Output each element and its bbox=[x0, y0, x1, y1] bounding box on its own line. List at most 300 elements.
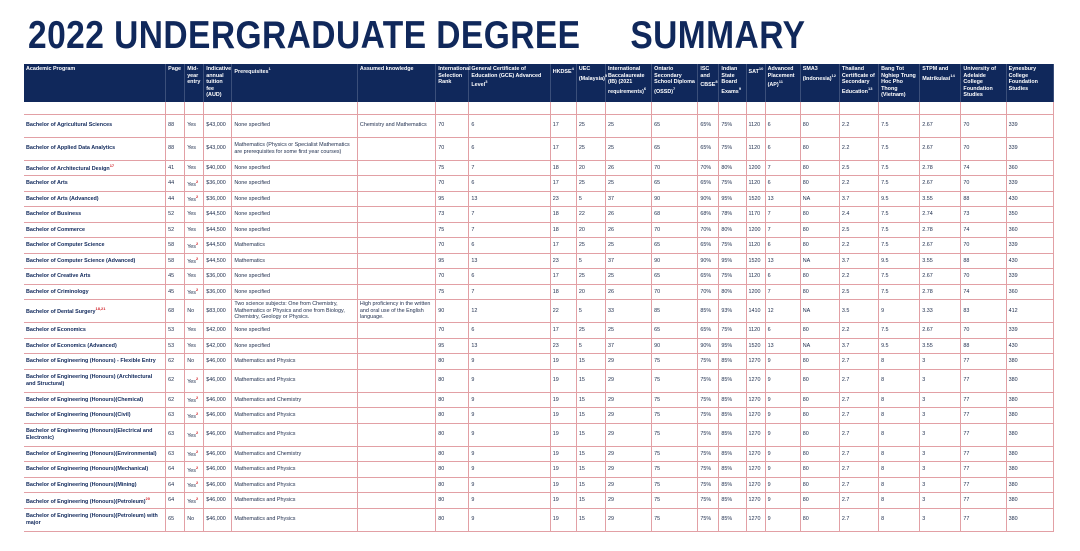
footnote-marker: 6 bbox=[643, 85, 647, 91]
requirement-cell: 18 bbox=[550, 222, 576, 238]
mid-year-entry: Yes$^2$ bbox=[185, 369, 204, 392]
mid-year-entry: No bbox=[185, 354, 204, 370]
requirement-cell: 29 bbox=[605, 392, 651, 408]
tuition-fee: $46,000 bbox=[204, 446, 232, 462]
requirement-cell: 80 bbox=[800, 137, 839, 160]
requirement-cell: 5 bbox=[576, 253, 605, 269]
tuition-fee: $46,000 bbox=[204, 369, 232, 392]
requirement-cell: 80% bbox=[719, 222, 746, 238]
footnote-marker: 2 bbox=[195, 449, 199, 455]
requirement-cell: 1270 bbox=[746, 354, 765, 370]
program-name: Bachelor of Engineering (Honours) (Architectural and Structural) bbox=[24, 369, 166, 392]
requirement-cell: 2.7 bbox=[839, 369, 878, 392]
requirement-cell: 13 bbox=[765, 338, 800, 354]
table-row bbox=[24, 493, 1054, 509]
requirement-cell: 3 bbox=[920, 408, 961, 424]
requirement-cell: 70% bbox=[698, 222, 719, 238]
requirement-cell: 65 bbox=[652, 137, 698, 160]
footnote-marker: 12 bbox=[831, 72, 836, 78]
requirement-cell: 29 bbox=[605, 508, 651, 531]
assumed-knowledge bbox=[357, 392, 435, 408]
requirement-cell: 7.5 bbox=[879, 207, 920, 223]
assumed-knowledge bbox=[357, 176, 435, 192]
spacer-cell bbox=[605, 102, 651, 114]
program-name: Bachelor of Dental Surgery$^{18,21}$ bbox=[24, 300, 166, 323]
program-name: Bachelor of Criminology bbox=[24, 284, 166, 300]
requirement-cell: 85% bbox=[719, 462, 746, 478]
requirement-cell: 9.5 bbox=[879, 338, 920, 354]
requirement-cell: 13 bbox=[765, 253, 800, 269]
table-row bbox=[24, 160, 1054, 176]
tuition-fee: $43,000 bbox=[204, 114, 232, 137]
requirement-cell: 90% bbox=[698, 253, 719, 269]
requirement-cell: 26 bbox=[605, 284, 651, 300]
requirement-cell: 80 bbox=[800, 176, 839, 192]
requirement-cell: 1270 bbox=[746, 508, 765, 531]
assumed-knowledge bbox=[357, 238, 435, 254]
table-row bbox=[24, 176, 1054, 192]
assumed-knowledge bbox=[357, 477, 435, 493]
requirement-cell: 380 bbox=[1006, 354, 1053, 370]
prerequisites: Two science subjects: One from Chemistry, Mathematics or Physics and one from Biology, Chemistry, Geology or Physics. bbox=[232, 300, 358, 323]
requirement-cell: 74 bbox=[961, 160, 1006, 176]
requirement-cell: 77 bbox=[961, 408, 1006, 424]
program-name: Bachelor of Arts (Advanced) bbox=[24, 191, 166, 207]
column-header: Eynesbury College Foundation Studies bbox=[1006, 64, 1053, 102]
requirement-cell: 6 bbox=[469, 238, 550, 254]
requirement-cell: 380 bbox=[1006, 369, 1053, 392]
tuition-fee: $46,000 bbox=[204, 477, 232, 493]
column-header: ISC and CBSE$^8$ bbox=[698, 64, 719, 102]
assumed-knowledge bbox=[357, 354, 435, 370]
column-header: University of Adelaide College Foundation Studies bbox=[961, 64, 1006, 102]
requirement-cell: 70 bbox=[436, 323, 469, 339]
requirement-cell: 83 bbox=[961, 300, 1006, 323]
requirement-cell: 339 bbox=[1006, 114, 1053, 137]
requirement-cell: 90 bbox=[436, 300, 469, 323]
requirement-cell: 75 bbox=[436, 160, 469, 176]
requirement-cell: 65 bbox=[652, 269, 698, 285]
requirement-cell: 95 bbox=[436, 191, 469, 207]
requirement-cell: 75% bbox=[698, 446, 719, 462]
requirement-cell: 15 bbox=[576, 477, 605, 493]
spacer-cell bbox=[357, 102, 435, 114]
requirement-cell: 70 bbox=[652, 160, 698, 176]
requirement-cell: 25 bbox=[576, 137, 605, 160]
assumed-knowledge bbox=[357, 207, 435, 223]
footnote-marker: 2 bbox=[195, 178, 199, 184]
requirement-cell: 9 bbox=[765, 354, 800, 370]
mid-year-entry: No bbox=[185, 300, 204, 323]
column-header: Prerequisites$^1$ bbox=[232, 64, 358, 102]
requirement-cell: 26 bbox=[605, 222, 651, 238]
requirement-cell: 9 bbox=[469, 462, 550, 478]
column-header: Indian State Board Exams$^9$ bbox=[719, 64, 746, 102]
requirement-cell: 77 bbox=[961, 462, 1006, 478]
footnote-marker: 14 bbox=[950, 72, 955, 78]
requirement-cell: 430 bbox=[1006, 338, 1053, 354]
requirement-cell: 7 bbox=[765, 207, 800, 223]
requirement-cell: 75% bbox=[719, 269, 746, 285]
requirement-cell: 2.7 bbox=[839, 392, 878, 408]
spacer-cell bbox=[166, 102, 185, 114]
requirement-cell: 80 bbox=[800, 462, 839, 478]
assumed-knowledge bbox=[357, 269, 435, 285]
requirement-cell: 80 bbox=[436, 477, 469, 493]
column-header: Advanced Placement (AP)$^{11}$ bbox=[765, 64, 800, 102]
requirement-cell: 29 bbox=[605, 423, 651, 446]
requirement-cell: 7.5 bbox=[879, 323, 920, 339]
requirement-cell: 2.78 bbox=[920, 222, 961, 238]
requirement-cell: 68% bbox=[698, 207, 719, 223]
program-name: Bachelor of Engineering (Honours)(Chemical) bbox=[24, 392, 166, 408]
requirement-cell: 9 bbox=[765, 462, 800, 478]
requirement-cell: 77 bbox=[961, 369, 1006, 392]
requirement-cell: 90 bbox=[652, 191, 698, 207]
requirement-cell: 8 bbox=[879, 477, 920, 493]
requirement-cell: 12 bbox=[765, 300, 800, 323]
requirement-cell: 339 bbox=[1006, 176, 1053, 192]
requirement-cell: 65 bbox=[652, 176, 698, 192]
footnote-marker: 2 bbox=[195, 410, 199, 416]
mid-year-entry: Yes bbox=[185, 222, 204, 238]
requirement-cell: 2.2 bbox=[839, 176, 878, 192]
requirement-cell: 25 bbox=[576, 269, 605, 285]
requirement-cell: 77 bbox=[961, 392, 1006, 408]
requirement-cell: 75 bbox=[652, 508, 698, 531]
tuition-fee: $46,000 bbox=[204, 493, 232, 509]
prerequisites: Mathematics and Physics bbox=[232, 354, 358, 370]
table-row bbox=[24, 446, 1054, 462]
requirement-cell: 93% bbox=[719, 300, 746, 323]
requirement-cell: 15 bbox=[576, 462, 605, 478]
spacer-cell bbox=[920, 102, 961, 114]
requirement-cell: 2.78 bbox=[920, 160, 961, 176]
spacer-cell bbox=[469, 102, 550, 114]
requirement-cell: 19 bbox=[550, 392, 576, 408]
requirement-cell: 78% bbox=[719, 207, 746, 223]
assumed-knowledge bbox=[357, 423, 435, 446]
tuition-fee: $44,500 bbox=[204, 238, 232, 254]
spacer-cell bbox=[839, 102, 878, 114]
requirement-cell: 7 bbox=[765, 222, 800, 238]
requirement-cell: 1120 bbox=[746, 269, 765, 285]
requirement-cell: 412 bbox=[1006, 300, 1053, 323]
program-name: Bachelor of Engineering (Honours)(Environmental) bbox=[24, 446, 166, 462]
requirement-cell: 7.5 bbox=[879, 269, 920, 285]
requirement-cell: 95% bbox=[719, 191, 746, 207]
tuition-fee: $46,000 bbox=[204, 408, 232, 424]
requirement-cell: 80% bbox=[719, 284, 746, 300]
requirement-cell: 88 bbox=[961, 191, 1006, 207]
requirement-cell: 75% bbox=[698, 493, 719, 509]
requirement-cell: 3 bbox=[920, 446, 961, 462]
requirement-cell: 2.7 bbox=[839, 408, 878, 424]
requirement-cell: 3 bbox=[920, 462, 961, 478]
column-header: HKDSE$^4$ bbox=[550, 64, 576, 102]
requirement-cell: 29 bbox=[605, 354, 651, 370]
requirement-cell: 3.7 bbox=[839, 253, 878, 269]
table-row bbox=[24, 462, 1054, 478]
requirement-cell: 80 bbox=[436, 354, 469, 370]
requirement-cell: 3.7 bbox=[839, 338, 878, 354]
requirement-cell: 85% bbox=[719, 446, 746, 462]
footnote-marker: 5 bbox=[604, 72, 608, 78]
column-header: Academic Program bbox=[24, 64, 166, 102]
requirement-cell: 9 bbox=[469, 493, 550, 509]
requirement-cell: 9 bbox=[879, 300, 920, 323]
requirement-cell: 2.4 bbox=[839, 207, 878, 223]
requirement-cell: 19 bbox=[550, 369, 576, 392]
requirement-cell: 13 bbox=[765, 191, 800, 207]
requirement-cell: 80 bbox=[800, 369, 839, 392]
footnote-marker: 17 bbox=[109, 163, 115, 169]
table-row bbox=[24, 408, 1054, 424]
requirement-cell: 9 bbox=[469, 369, 550, 392]
requirement-cell: 3.33 bbox=[920, 300, 961, 323]
requirement-cell: 7 bbox=[765, 160, 800, 176]
assumed-knowledge bbox=[357, 508, 435, 531]
requirement-cell: 80 bbox=[436, 392, 469, 408]
mid-year-entry: Yes bbox=[185, 114, 204, 137]
requirement-cell: 2.5 bbox=[839, 222, 878, 238]
assumed-knowledge bbox=[357, 408, 435, 424]
requirement-cell: 2.2 bbox=[839, 137, 878, 160]
requirement-cell: 75% bbox=[719, 323, 746, 339]
page-number: 64 bbox=[166, 462, 185, 478]
column-header: STPM and Matrikulasi$^{14}$ bbox=[920, 64, 961, 102]
requirement-cell: 380 bbox=[1006, 493, 1053, 509]
requirement-cell: 7 bbox=[469, 160, 550, 176]
mid-year-entry: Yes$^2$ bbox=[185, 446, 204, 462]
mid-year-entry: Yes bbox=[185, 323, 204, 339]
requirement-cell: 8 bbox=[879, 369, 920, 392]
requirement-cell: 9 bbox=[469, 446, 550, 462]
requirement-cell: 15 bbox=[576, 446, 605, 462]
requirement-cell: 2.67 bbox=[920, 114, 961, 137]
requirement-cell: 1270 bbox=[746, 446, 765, 462]
mid-year-entry: Yes$^2$ bbox=[185, 176, 204, 192]
requirement-cell: 3.5 bbox=[839, 300, 878, 323]
column-header: International Selection Rank bbox=[436, 64, 469, 102]
requirement-cell: 5 bbox=[576, 300, 605, 323]
requirement-cell: 9 bbox=[765, 369, 800, 392]
requirement-cell: 6 bbox=[469, 114, 550, 137]
requirement-cell: 19 bbox=[550, 477, 576, 493]
requirement-cell: 339 bbox=[1006, 137, 1053, 160]
requirement-cell: 339 bbox=[1006, 238, 1053, 254]
requirement-cell: 85% bbox=[719, 369, 746, 392]
requirement-cell: 1270 bbox=[746, 462, 765, 478]
table-row bbox=[24, 114, 1054, 137]
requirement-cell: 88 bbox=[961, 338, 1006, 354]
page-number: 64 bbox=[166, 493, 185, 509]
requirement-cell: 17 bbox=[550, 269, 576, 285]
column-header: Mid-year entry bbox=[185, 64, 204, 102]
prerequisites: Mathematics and Chemistry bbox=[232, 392, 358, 408]
requirement-cell: 2.7 bbox=[839, 423, 878, 446]
requirement-cell: 6 bbox=[469, 137, 550, 160]
page-number: 44 bbox=[166, 191, 185, 207]
requirement-cell: 2.2 bbox=[839, 114, 878, 137]
program-name: Bachelor of Computer Science bbox=[24, 238, 166, 254]
requirement-cell: 7 bbox=[469, 207, 550, 223]
prerequisites: Mathematics and Physics bbox=[232, 508, 358, 531]
requirement-cell: 77 bbox=[961, 508, 1006, 531]
requirement-cell: 2.2 bbox=[839, 238, 878, 254]
table-row bbox=[24, 338, 1054, 354]
program-name: Bachelor of Business bbox=[24, 207, 166, 223]
assumed-knowledge bbox=[357, 137, 435, 160]
assumed-knowledge bbox=[357, 284, 435, 300]
mid-year-entry: No bbox=[185, 508, 204, 531]
title-summary: SUMMARY bbox=[630, 14, 806, 57]
requirement-cell: 2.67 bbox=[920, 176, 961, 192]
table-row bbox=[24, 191, 1054, 207]
column-header: UEC (Malaysia)$^5$ bbox=[576, 64, 605, 102]
assumed-knowledge bbox=[357, 462, 435, 478]
requirement-cell: 68 bbox=[652, 207, 698, 223]
requirement-cell: 77 bbox=[961, 423, 1006, 446]
requirement-cell: 7 bbox=[469, 222, 550, 238]
requirement-cell: 70 bbox=[436, 137, 469, 160]
requirement-cell: 3 bbox=[920, 392, 961, 408]
prerequisites: Mathematics and Physics bbox=[232, 493, 358, 509]
requirement-cell: 75 bbox=[436, 222, 469, 238]
requirement-cell: 25 bbox=[576, 238, 605, 254]
requirement-cell: 3.55 bbox=[920, 338, 961, 354]
requirement-cell: 80 bbox=[436, 493, 469, 509]
spacer-cell bbox=[185, 102, 204, 114]
requirement-cell: 25 bbox=[605, 114, 651, 137]
requirement-cell: 23 bbox=[550, 253, 576, 269]
prerequisites: None specified bbox=[232, 284, 358, 300]
prerequisites: None specified bbox=[232, 222, 358, 238]
spacer-cell bbox=[576, 102, 605, 114]
requirement-cell: 80 bbox=[800, 508, 839, 531]
program-name: Bachelor of Engineering (Honours)(Mining) bbox=[24, 477, 166, 493]
footnote-marker: 2 bbox=[195, 429, 199, 435]
requirement-cell: 37 bbox=[605, 338, 651, 354]
column-header: Bang Tot Nghiep Trung Hoc Pho Thong (Vietnam) bbox=[879, 64, 920, 102]
requirement-cell: 1520 bbox=[746, 338, 765, 354]
requirement-cell: 1520 bbox=[746, 191, 765, 207]
requirement-cell: 13 bbox=[469, 191, 550, 207]
requirement-cell: 25 bbox=[605, 238, 651, 254]
requirement-cell: 17 bbox=[550, 323, 576, 339]
footnote-marker: 20 bbox=[145, 495, 150, 501]
page-number: 58 bbox=[166, 238, 185, 254]
requirement-cell: 6 bbox=[469, 176, 550, 192]
requirement-cell: 73 bbox=[961, 207, 1006, 223]
requirement-cell: 80 bbox=[800, 114, 839, 137]
title-main: 2022 UNDERGRADUATE DEGREE bbox=[28, 14, 581, 57]
requirement-cell: 1520 bbox=[746, 253, 765, 269]
requirement-cell: 15 bbox=[576, 392, 605, 408]
tuition-fee: $44,500 bbox=[204, 253, 232, 269]
table-row bbox=[24, 477, 1054, 493]
page-number: 45 bbox=[166, 284, 185, 300]
requirement-cell: 8 bbox=[879, 508, 920, 531]
prerequisites: Mathematics (Physics or Specialist Mathematics are prerequisites for some first year courses) bbox=[232, 137, 358, 160]
requirement-cell: 8 bbox=[879, 446, 920, 462]
requirement-cell: 380 bbox=[1006, 508, 1053, 531]
page-number: 88 bbox=[166, 137, 185, 160]
requirement-cell: 70 bbox=[961, 176, 1006, 192]
requirement-cell: 85 bbox=[652, 300, 698, 323]
requirement-cell: 65 bbox=[652, 114, 698, 137]
requirement-cell: 95 bbox=[436, 253, 469, 269]
column-header: SAT$^{10}$ bbox=[746, 64, 765, 102]
table-header bbox=[24, 64, 1054, 102]
page-number: 52 bbox=[166, 222, 185, 238]
requirement-cell: 19 bbox=[550, 423, 576, 446]
page-number: 63 bbox=[166, 408, 185, 424]
requirement-cell: 65% bbox=[698, 238, 719, 254]
spacer-cell bbox=[1006, 102, 1053, 114]
requirement-cell: 65 bbox=[652, 323, 698, 339]
requirement-cell: 2.7 bbox=[839, 508, 878, 531]
program-name: Bachelor of Creative Arts bbox=[24, 269, 166, 285]
requirement-cell: 75% bbox=[719, 114, 746, 137]
footnote-marker: 2 bbox=[195, 256, 199, 262]
requirement-cell: 75 bbox=[652, 408, 698, 424]
requirement-cell: 70 bbox=[436, 114, 469, 137]
table-row bbox=[24, 300, 1054, 323]
page-number: 62 bbox=[166, 392, 185, 408]
requirement-cell: 80 bbox=[436, 369, 469, 392]
requirement-cell: 85% bbox=[719, 493, 746, 509]
requirement-cell: 17 bbox=[550, 137, 576, 160]
spacer-row bbox=[24, 102, 1054, 114]
spacer-cell bbox=[765, 102, 800, 114]
requirement-cell: 17 bbox=[550, 114, 576, 137]
requirement-cell: 15 bbox=[576, 493, 605, 509]
requirement-cell: 2.2 bbox=[839, 269, 878, 285]
requirement-cell: 360 bbox=[1006, 284, 1053, 300]
assumed-knowledge: High proficiency in the written and oral use of the English language. bbox=[357, 300, 435, 323]
requirement-cell: 7.5 bbox=[879, 176, 920, 192]
requirement-cell: 75% bbox=[698, 477, 719, 493]
requirement-cell: 80 bbox=[800, 284, 839, 300]
requirement-cell: 20 bbox=[576, 160, 605, 176]
requirement-cell: 6 bbox=[765, 323, 800, 339]
column-header: International Baccalaureate (IB) (2021 requirements)$^6$ bbox=[605, 64, 651, 102]
requirement-cell: 6 bbox=[765, 238, 800, 254]
requirement-cell: 2.67 bbox=[920, 269, 961, 285]
requirement-cell: 70% bbox=[698, 284, 719, 300]
page-number: 62 bbox=[166, 354, 185, 370]
program-name: Bachelor of Engineering (Honours)(Civil) bbox=[24, 408, 166, 424]
requirement-cell: 380 bbox=[1006, 423, 1053, 446]
column-header: Ontario Secondary School Diploma (OSSD)$^7$ bbox=[652, 64, 698, 102]
requirement-cell: 7.5 bbox=[879, 284, 920, 300]
requirement-cell: 75 bbox=[652, 462, 698, 478]
mid-year-entry: Yes$^2$ bbox=[185, 423, 204, 446]
requirement-cell: 75% bbox=[719, 137, 746, 160]
requirement-cell: 75% bbox=[698, 462, 719, 478]
requirement-cell: 430 bbox=[1006, 191, 1053, 207]
requirement-cell: 88 bbox=[961, 253, 1006, 269]
requirement-cell: 25 bbox=[576, 114, 605, 137]
requirement-cell: 9.5 bbox=[879, 253, 920, 269]
assumed-knowledge bbox=[357, 253, 435, 269]
mid-year-entry: Yes bbox=[185, 269, 204, 285]
table-row bbox=[24, 354, 1054, 370]
requirement-cell: 25 bbox=[605, 137, 651, 160]
requirement-cell: 8 bbox=[879, 408, 920, 424]
page-number: 62 bbox=[166, 369, 185, 392]
